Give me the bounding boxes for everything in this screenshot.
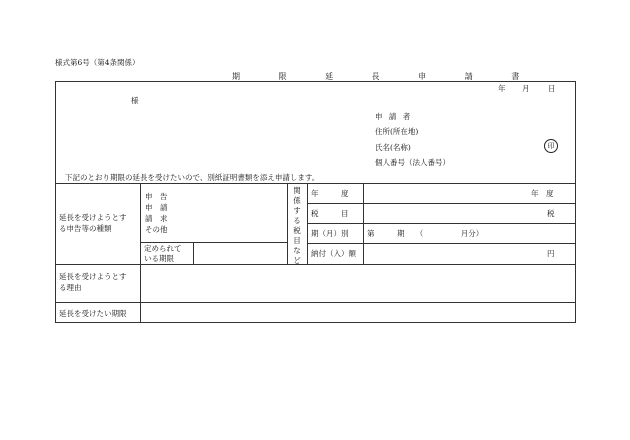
tax-item-unit: 税 [547,209,555,218]
payment-unit: 円 [547,249,555,258]
reason-label-line1: 延長を受けようとす [59,272,127,281]
payment-label: 納付（入）額 [311,249,356,258]
applicant-heading: 申 請 者 [375,112,413,121]
row-divider-year [307,203,576,204]
filing-option-claim: 請 求 [145,214,168,223]
filing-option-other: その他 [145,225,168,234]
row-divider-period [307,243,576,244]
related-tax-vertical-label: 関係する税目など [293,186,301,265]
form-title: 期 限 延 長 申 請 書 [232,72,538,81]
filing-option-application: 申 請 [145,203,168,212]
deadline-label-line2: いる期限 [144,254,174,263]
date-year-label: 年 [498,84,506,93]
col-divider-deadline [193,242,194,264]
period-label: 期（月）別 [311,229,349,238]
fiscal-year-label: 年 度 [311,189,349,198]
col-divider-related [287,183,288,264]
filing-type-label-line1: 延長を受けようとす [59,213,127,222]
filing-option-declaration: 申 告 [145,192,168,201]
reason-label-line2: る理由 [59,283,82,292]
col-divider-values [363,183,364,264]
fiscal-year-unit: 年 度 [531,189,554,198]
date-month-label: 月 [522,84,530,93]
filing-type-label-line2: る申告等の種類 [59,224,112,233]
period-value: 第 期 （ 月分） [367,229,484,238]
address-label: 住所(所在地) [375,127,419,136]
statement-text: 下記のとおり期限の延長を受けたいので、別紙証明書類を添え申請します。 [65,173,320,182]
deadline-label-line1: 定められて [144,244,182,253]
form-number: 様式第6号（第4条関係） [55,58,140,67]
date-day-label: 日 [548,84,556,93]
desired-deadline-label: 延長を受けたい期限 [59,309,127,318]
name-label: 氏名(名称) [375,143,411,152]
row-divider-deadline [140,242,287,243]
col-divider-label [140,183,141,323]
col-divider-related-inner [307,183,308,264]
row-divider-tax [307,223,576,224]
addressee-suffix: 様 [131,96,139,105]
seal-mark: 印 [544,139,558,153]
tax-item-label: 税 目 [311,209,349,218]
row-divider-desired [55,302,576,303]
row-divider-reason [55,264,576,265]
id-number-label: 個人番号（法人番号） [375,158,450,167]
